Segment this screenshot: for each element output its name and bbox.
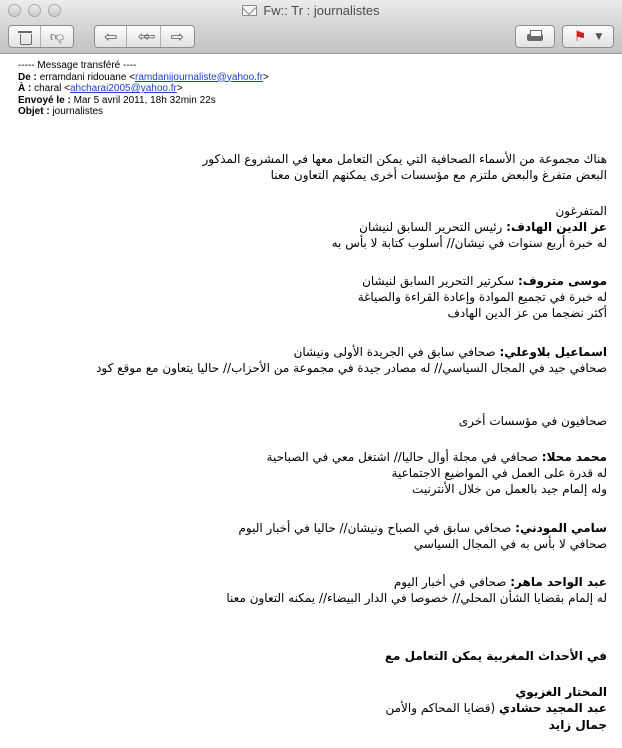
journalist-6-role: صحافي في أخبار اليوم (393, 575, 511, 589)
reply-all-button[interactable] (127, 26, 160, 47)
reply-group (94, 25, 195, 48)
minimize-window-button[interactable] (28, 4, 41, 17)
print-button[interactable] (515, 25, 555, 48)
ahdath-heading: في الأحداث المغربية يمكن التعامل مع (384, 649, 607, 663)
from-value: erramdani ridouane < (39, 71, 136, 83)
journalist-2-line-2: له خبرة في تجميع الموادة وإعادة القراءة والصياغة (357, 290, 607, 304)
sent-row (18, 95, 269, 107)
reply-all-arrow-icon: ⇦⇦ (137, 28, 150, 45)
journalist-6-line-1 (394, 574, 607, 590)
sent-value: Mar 5 avril 2011, 18h 32min 22s (73, 94, 216, 106)
subject-label: Objet : (18, 106, 50, 117)
journalist-6-name: عبد الواحد ماهر: (510, 575, 607, 589)
forward-button[interactable] (161, 26, 194, 47)
trash-icon (18, 30, 32, 44)
journalist-4-line-1 (267, 449, 607, 465)
thumbs-down-icon: 👎︎ (49, 29, 65, 45)
reply-button[interactable] (95, 26, 127, 47)
toolbar (0, 21, 622, 54)
to-email-link[interactable]: ahcharai2005@yahoo.fr (69, 83, 177, 94)
journalist-8-line (385, 700, 607, 716)
journalist-5-line-1 (238, 520, 607, 536)
journalist-4-line-2: له قدرة على العمل في المواضيع الاجتماعية (391, 466, 607, 480)
delete-junk-group (8, 25, 74, 48)
to-value: charal < (34, 83, 70, 94)
journalist-1-name: عز الدين الهادف: (506, 220, 607, 234)
intro-line-1: هناك مجموعة من الأسماء الصحافية التي يمكن التعامل معها في المشروع المذكور (202, 152, 607, 166)
from-row (18, 72, 269, 84)
journalist-5-line-2: صحافي لا بأس به في المجال السياسي (413, 537, 607, 551)
window-title-group (242, 3, 379, 18)
window-controls (8, 4, 61, 17)
journalist-1-line-2: له خبرة أربع سنوات في نيشان// أسلوب كتابة لا بأس به (331, 236, 607, 250)
journalist-3-name: اسماعيل بلاوعلي: (499, 345, 607, 359)
title-bar (0, 0, 622, 21)
journalist-3-line-1 (294, 344, 607, 360)
envelope-icon (242, 5, 257, 16)
subject-value: journalistes (52, 106, 104, 117)
journalist-5-name: سامي المودني: (515, 521, 607, 535)
journalist-3-role: صحافي سابق في الجريدة الأولى ونيشان (293, 345, 500, 359)
window-title: Fw:: Tr : journalistes (263, 3, 380, 18)
sent-label: Envoyé le : (18, 94, 71, 106)
forwarded-message-header (18, 60, 269, 118)
journalist-4-role: صحافي في مجلة أوال حاليا// اشتغل معي في الصباحية (266, 450, 542, 464)
zoom-window-button[interactable] (48, 4, 61, 17)
journalist-9-name: جمال زايد (548, 718, 607, 732)
journalist-8-name: عبد المجيد حشادي (498, 701, 607, 715)
subject-row (18, 106, 269, 118)
journalist-2-line-1 (362, 273, 607, 289)
to-close: > (176, 83, 183, 94)
forward-separator: ----- Message transféré ---- (18, 60, 137, 71)
journalist-4-line-3: وله إلمام جيد بالعمل من خلال الأنترنيت (412, 482, 607, 496)
junk-button[interactable] (41, 26, 73, 47)
delete-button[interactable] (9, 26, 41, 47)
from-close: > (263, 71, 269, 83)
flag-button[interactable] (562, 25, 614, 48)
journalist-7-name: المختار الغزيوي (515, 685, 607, 699)
printer-icon (527, 30, 543, 43)
journalist-1-line-1 (359, 219, 607, 235)
to-label: À : (18, 83, 32, 94)
intro-line-2: البعض متفرغ والبعض ملتزم مع مؤسسات أخرى يمكنهم التعاون معنا (270, 168, 607, 182)
forward-arrow-icon: ⇨ (170, 27, 185, 46)
freelancers-heading: المتفرغون (555, 204, 607, 218)
reply-arrow-icon: ⇦ (103, 27, 118, 46)
journalist-5-role: صحافي سابق في الصباح ونيشان// حاليا في أخبار اليوم (238, 521, 516, 535)
from-label: De : (18, 71, 37, 83)
close-window-button[interactable] (8, 4, 21, 17)
journalist-8-note: (قضايا المحاكم والأمن (385, 701, 499, 715)
message-body (0, 55, 622, 748)
journalist-4-name: محمد محلا: (541, 450, 607, 464)
chevron-down-icon[interactable]: ▼ (595, 31, 603, 42)
journalist-2-name: موسى متروف: (517, 274, 607, 288)
journalist-3-line-2: صحافي جيد في المجال السياسي// له مصادر جيدة في مجموعة من الأحزاب// حاليا يتعاون مع موقع كود (96, 361, 607, 375)
journalist-2-line-3: أكثر نضجما من عز الدين الهادف (447, 306, 607, 320)
others-heading: صحافيون في مؤسسات أخرى (458, 414, 607, 428)
journalist-6-line-2: له إلمام بقضايا الشأن المحلي// خصوصا في الدار البيضاء// يمكنه التعاون معنا (226, 591, 607, 605)
to-row (18, 83, 269, 95)
flag-icon: ⚑ (573, 28, 587, 45)
journalist-2-role: سكرتير التحرير السابق لنيشان (362, 274, 518, 288)
journalist-1-role: رئيس التحرير السابق لنيشان (359, 220, 507, 234)
from-email-link[interactable]: ramdanijournaliste@yahoo.fr (135, 71, 264, 83)
